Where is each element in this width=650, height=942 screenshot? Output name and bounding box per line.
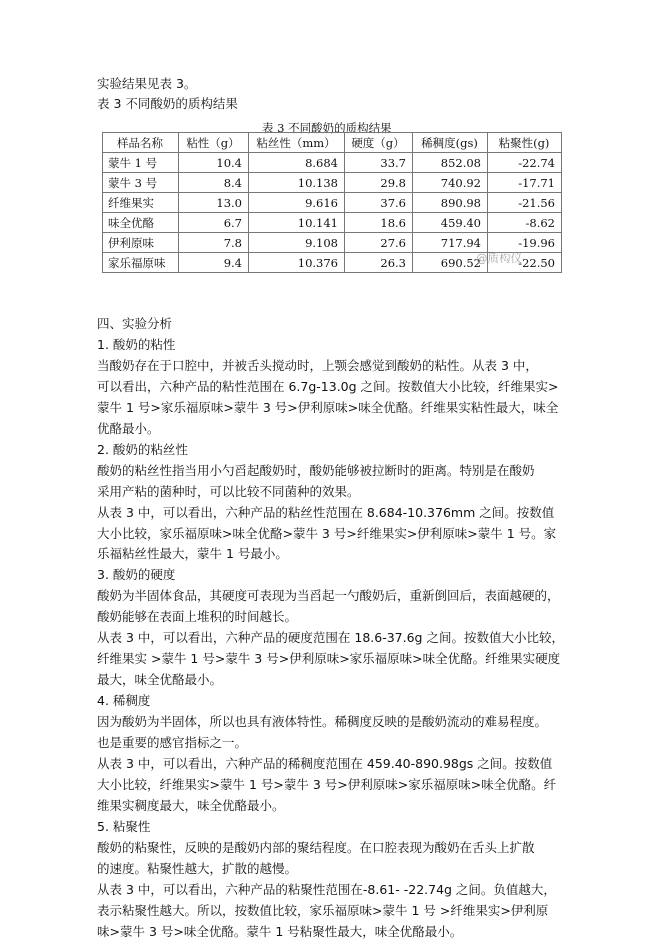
text-line: 酸奶的粘丝性指当用小勺舀起酸奶时，酸奶能够被拉断时的距离。特别是在酸奶 <box>97 462 535 478</box>
header-cell: 样品名称 <box>103 133 179 153</box>
text-line: 酸奶为半固体食品，其硬度可表现为当舀起一勺酸奶后，重新倒回后，表面越硬的， <box>97 588 560 604</box>
value-cell: 26.3 <box>345 253 413 273</box>
sample-name-cell: 蒙牛 3 号 <box>103 173 179 193</box>
value-cell: 10.4 <box>179 153 249 173</box>
text-line: 采用产粘的菌种时，可以比较不同菌种的效果。 <box>97 483 360 499</box>
text-line: 5. 粘聚性 <box>97 818 151 834</box>
value-cell: 10.141 <box>249 213 345 233</box>
value-cell: 18.6 <box>345 213 413 233</box>
text-line: 味>蒙牛 3 号>味全优酪。蒙牛 1 号粘聚性最大，味全优酪最小。 <box>97 923 463 939</box>
table-row <box>103 213 562 233</box>
value-cell: 13.0 <box>179 193 249 213</box>
table-row <box>103 153 562 173</box>
value-cell: 8.684 <box>249 153 345 173</box>
text-line: 2. 酸奶的粘丝性 <box>97 441 188 457</box>
text-line: 乐福粘丝性最大，蒙牛 1 号最小。 <box>97 546 288 562</box>
value-cell: 9.4 <box>179 253 249 273</box>
value-cell: 7.8 <box>179 233 249 253</box>
text-line: 4. 稀稠度 <box>97 693 151 709</box>
text-line: 可以看出，六种产品的粘性范围在 6.7g-13.0g 之间。按数值大小比较，纤维果实> <box>97 378 559 394</box>
table-caption: 表 3 不同酸奶的质构结果 <box>262 121 392 135</box>
text-line: 酸奶的粘聚性，反映的是酸奶内部的聚结程度。在口腔表现为酸奶在舌头上扩散 <box>97 839 535 855</box>
text-line: 酸奶能够在表面上堆积的时间越长。 <box>97 609 298 625</box>
text-line: 从表 3 中，可以看出，六种产品的稀稠度范围在 459.40-890.98gs 之间。按数值 <box>97 755 553 771</box>
text-line: 优酪最小。 <box>97 420 160 436</box>
text-line: 也是重要的感官指标之一。 <box>97 735 248 750</box>
value-cell: -22.50 <box>488 253 562 273</box>
text-line: 纤维果实 >蒙牛 1 号>蒙牛 3 号>伊利原味>家乐福原味>味全优酪。纤维果实硬度 <box>97 651 561 667</box>
value-cell: 852.08 <box>413 153 488 173</box>
text-line: 大小比较，纤维果实>蒙牛 1 号>蒙牛 3 号>伊利原味>家乐福原味>味全优酪。纤 <box>97 776 557 792</box>
header-cell: 硬度（g） <box>345 133 413 153</box>
table-row <box>103 173 562 193</box>
text-line: 当酸奶存在于口腔中，并被舌头搅动时，上颚会感觉到酸奶的粘性。从表 3 中， <box>97 357 538 373</box>
sample-name-cell: 纤维果实 <box>103 193 179 213</box>
value-cell: 6.7 <box>179 213 249 233</box>
value-cell: 459.40 <box>413 213 488 233</box>
value-cell: -19.96 <box>488 233 562 253</box>
table-header-row <box>103 133 562 153</box>
sample-name-cell: 伊利原味 <box>103 233 179 253</box>
text-line: 表示粘聚性越大。所以，按数值比较，家乐福原味>蒙牛 1 号 >纤维果实>伊利原 <box>97 902 549 918</box>
sample-name-cell: 家乐福原味 <box>103 253 179 273</box>
value-cell: -21.56 <box>488 193 562 213</box>
value-cell: 37.6 <box>345 193 413 213</box>
value-cell: 29.8 <box>345 173 413 193</box>
intro-text: 实验结果见表 3。 <box>97 76 197 91</box>
value-cell: 890.98 <box>413 193 488 213</box>
text-line: 3. 酸奶的硬度 <box>97 567 176 583</box>
text-line: 维果实稠度最大，味全优酪最小。 <box>97 797 285 813</box>
text-line: 1. 酸奶的粘性 <box>97 336 176 352</box>
value-cell: 740.92 <box>413 173 488 193</box>
value-cell: -17.71 <box>488 173 562 193</box>
header-cell: 稀稠度(gs) <box>413 133 488 153</box>
watermark: @质构仪 <box>476 251 522 265</box>
value-cell: 9.108 <box>249 233 345 253</box>
header-cell: 粘聚性(g) <box>488 133 562 153</box>
header-cell: 粘性（g） <box>179 133 249 153</box>
value-cell: 9.616 <box>249 193 345 213</box>
value-cell: 690.52 <box>413 253 488 273</box>
text-line: 大小比较，家乐福原味>味全优酪>蒙牛 3 号>纤维果实>伊利原味>蒙牛 1 号。家 <box>97 525 557 541</box>
text-line: 最大，味全优酪最小。 <box>97 672 223 688</box>
header-cell: 粘丝性（mm） <box>249 133 345 153</box>
value-cell: 8.4 <box>179 173 249 193</box>
value-cell: 717.94 <box>413 233 488 253</box>
value-cell: 33.7 <box>345 153 413 173</box>
text-line: 从表 3 中，可以看出，六种产品的粘聚性范围在-8.61- -22.74g 之间。负值越大， <box>97 881 556 897</box>
value-cell: -8.62 <box>488 213 562 233</box>
text-line: 从表 3 中，可以看出，六种产品的粘丝性范围在 8.684-10.376mm 之间。按数值 <box>97 504 555 520</box>
table-row <box>103 193 562 213</box>
text-line: 蒙牛 1 号>家乐福原味>蒙牛 3 号>伊利原味>味全优酪。纤维果实粘性最大，味全 <box>97 399 559 415</box>
text-line: 的速度。粘聚性越大，扩散的越慢。 <box>97 860 298 876</box>
sample-name-cell: 味全优酪 <box>103 213 179 233</box>
value-cell: 10.376 <box>249 253 345 273</box>
value-cell: 27.6 <box>345 233 413 253</box>
text-line: 因为酸奶为半固体，所以也具有液体特性。稀稠度反映的是酸奶流动的难易程度。 <box>97 714 548 730</box>
sample-name-cell: 蒙牛 1 号 <box>103 153 179 173</box>
text-line: 从表 3 中，可以看出，六种产品的硬度范围在 18.6-37.6g 之间。按数值大小比较， <box>97 630 564 646</box>
table-title: 表 3 不同酸奶的质构结果 <box>97 96 238 111</box>
value-cell: 10.138 <box>249 173 345 193</box>
text-line: 四、实验分析 <box>97 316 173 331</box>
value-cell: -22.74 <box>488 153 562 173</box>
